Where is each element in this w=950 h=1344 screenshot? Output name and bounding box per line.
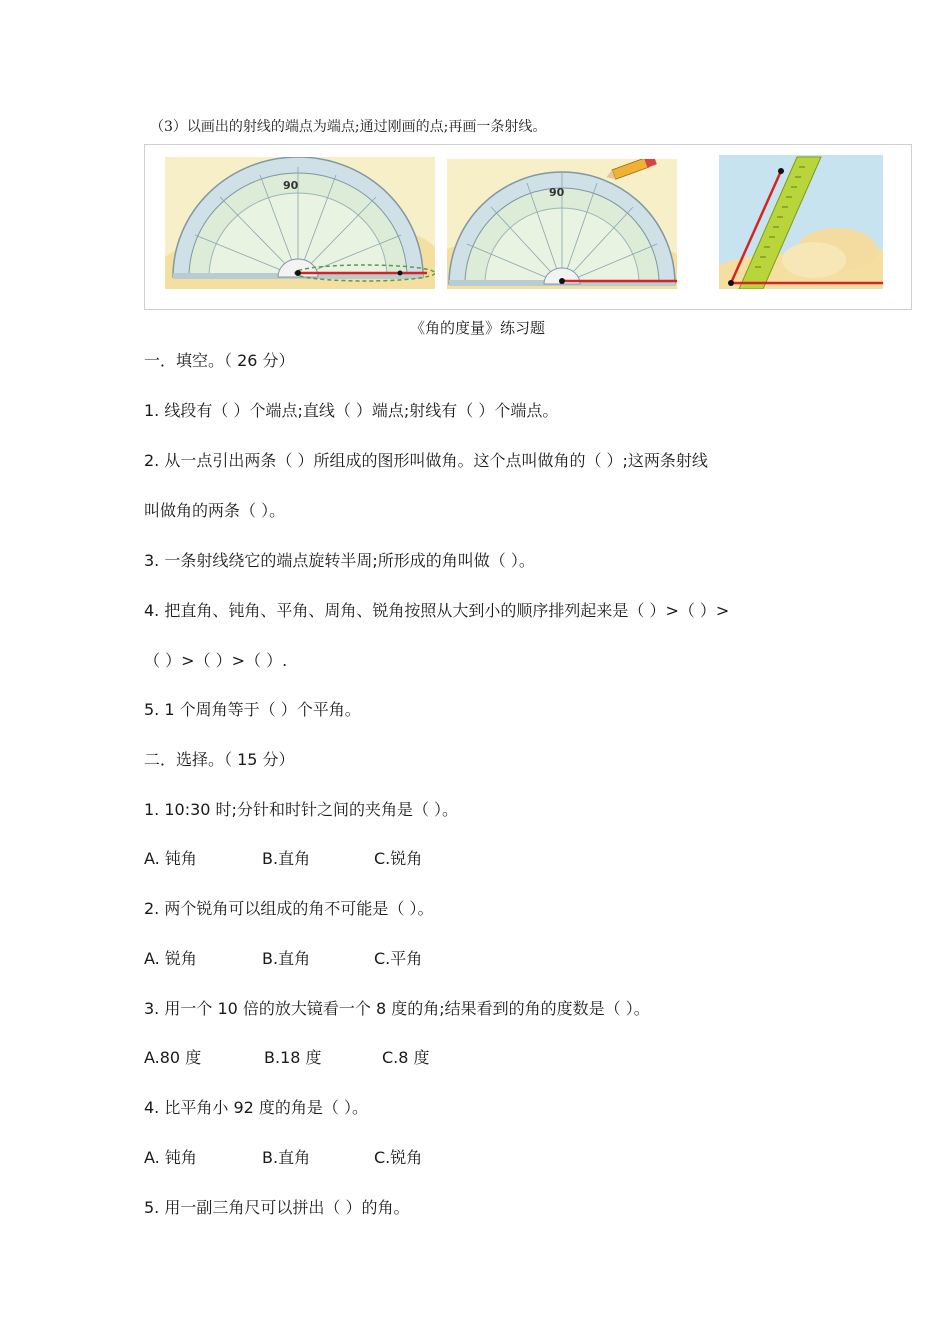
protractor-label-90: 90 bbox=[283, 179, 299, 192]
protractor-illustration-2 bbox=[447, 159, 677, 289]
question-2-1: 1. 10:30 时;分针和时针之间的夹角是（ ）。 bbox=[144, 800, 459, 819]
intro-step-text: （3）以画出的射线的端点为端点;通过刚画的点;再画一条射线。 bbox=[150, 119, 547, 135]
question-1-3: 3. 一条射线绕它的端点旋转半周;所形成的角叫做（ ）。 bbox=[144, 551, 535, 570]
protractor-label-90-b: 90 bbox=[549, 186, 565, 199]
option-2-3-b: B.18 度 bbox=[264, 1048, 322, 1067]
option-2-4-a: A. 钝角 bbox=[144, 1148, 197, 1167]
question-2-4: 4. 比平角小 92 度的角是（ ）。 bbox=[144, 1098, 368, 1117]
option-2-3-c: C.8 度 bbox=[382, 1048, 430, 1067]
question-2-2: 2. 两个锐角可以组成的角不可能是（ ）。 bbox=[144, 899, 434, 918]
protractor-panel-2 bbox=[447, 159, 677, 289]
question-1-2-line1: 2. 从一点引出两条（ ）所组成的图形叫做角。这个点叫做角的（ ）;这两条射线 bbox=[144, 451, 708, 470]
option-2-3-a: A.80 度 bbox=[144, 1048, 202, 1067]
option-2-1-b: B.直角 bbox=[262, 849, 311, 868]
question-2-3: 3. 用一个 10 倍的放大镜看一个 8 度的角;结果看到的角的度数是（ ）。 bbox=[144, 999, 650, 1018]
ruler-panel bbox=[719, 155, 883, 289]
option-2-2-c: C.平角 bbox=[374, 949, 423, 968]
protractor-panel-1 bbox=[165, 157, 435, 289]
section1-heading: 一．填空。（ 26 分） bbox=[144, 351, 295, 370]
question-1-1: 1. 线段有（ ）个端点;直线（ ）端点;射线有（ ）个端点。 bbox=[144, 401, 559, 420]
section2-heading: 二．选择。（ 15 分） bbox=[144, 750, 295, 769]
option-2-2-a: A. 锐角 bbox=[144, 949, 197, 968]
option-2-1-c: C.锐角 bbox=[374, 849, 423, 868]
option-2-1-a: A. 钝角 bbox=[144, 849, 197, 868]
question-2-5: 5. 用一副三角尺可以拼出（ ）的角。 bbox=[144, 1198, 410, 1217]
option-2-2-b: B.直角 bbox=[262, 949, 311, 968]
page-title: 《角的度量》练习题 bbox=[410, 319, 546, 337]
option-2-4-b: B.直角 bbox=[262, 1148, 311, 1167]
question-1-4-line1: 4. 把直角、钝角、平角、周角、锐角按照从大到小的顺序排列起来是（ ）>（ ）> bbox=[144, 601, 730, 620]
question-1-5: 5. 1 个周角等于（ ）个平角。 bbox=[144, 700, 361, 719]
ruler-illustration bbox=[719, 155, 883, 289]
question-1-2-line2: 叫做角的两条（ ）。 bbox=[144, 501, 286, 520]
protractor-illustration-1 bbox=[165, 157, 435, 289]
question-1-4-line2: （ ）>（ ）>（ ）. bbox=[144, 651, 288, 670]
option-2-4-c: C.锐角 bbox=[374, 1148, 423, 1167]
protractor-figure bbox=[144, 144, 912, 310]
